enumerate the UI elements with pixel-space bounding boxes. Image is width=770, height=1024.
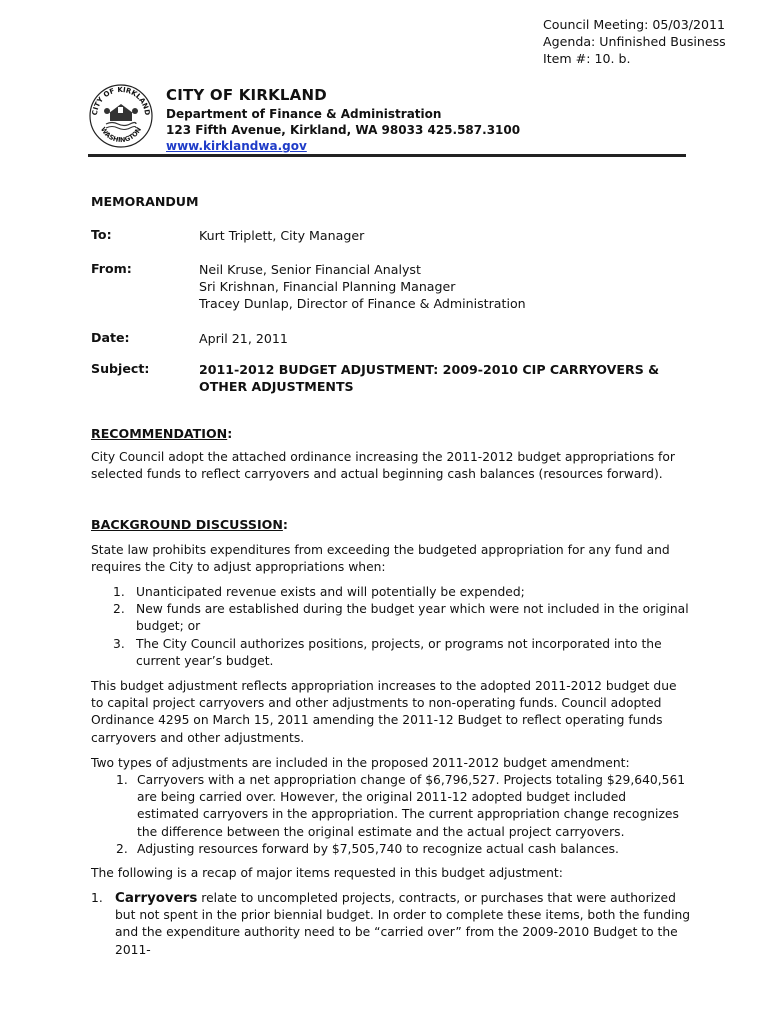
date-value: April 21, 2011: [199, 331, 288, 346]
recommendation-heading: RECOMMENDATION:: [91, 426, 233, 441]
from-person: Tracey Dunlap, Director of Finance & Administration: [199, 296, 526, 311]
conditions-list: [91, 584, 691, 670]
subject-value: 2011-2012 BUDGET ADJUSTMENT: 2009-2010 CIP CARRYOVERS & OTHER ADJUSTMENTS: [199, 362, 660, 394]
carryovers-term: Carryovers: [115, 891, 198, 906]
to-label: To:: [91, 227, 112, 242]
department-block: [166, 106, 520, 154]
list-item: 2. Adjusting resources forward by $7,505,740 to recognize actual cash balances.: [116, 841, 619, 856]
background-intro: State law prohibits expenditures from exceeding the budgeted appropriation for any fund and requires the City to adjust appropriations when:: [91, 543, 670, 575]
background-paragraph-2: This budget adjustment reflects appropriation increases to the adopted 2011-2012 budget due to capital project carryovers and other adjustments to non-operating funds. Council adopted Ordinance 4295 on March 15, 2011 amending the 2011-12 Budget to reflect operating funds carryovers and other adjustments.: [91, 679, 677, 745]
meeting-agenda: Agenda: Unfinished Business: [543, 34, 726, 49]
list-item: 1. Carryovers with a net appropriation change of $6,796,527. Projects totaling $29,640,561 are being carried over. However, the original 2011-12 adopted budget included estimated carryovers in the appropriation. The current appropriation change recognizes the difference between the original estimate and the actual project carryovers.: [116, 773, 686, 839]
from-values: [199, 261, 526, 312]
city-seal-logo: [88, 83, 154, 149]
from-label: From:: [91, 261, 132, 276]
to-value: Kurt Triplett, City Manager: [199, 228, 365, 243]
meeting-date: Council Meeting: 05/03/2011: [543, 17, 725, 32]
meeting-info: [543, 16, 726, 67]
memo-title: MEMORANDUM: [91, 194, 199, 209]
background-paragraph-4: The following is a recap of major items requested in this budget adjustment:: [91, 866, 563, 880]
list-item: 3. The City Council authorizes positions, projects, or programs not incorporated into the current year’s budget.: [113, 636, 662, 668]
website-link[interactable]: www.kirklandwa.gov: [166, 139, 307, 153]
department-address: 123 Fifth Avenue, Kirkland, WA 98033 425.587.3100: [166, 123, 521, 137]
subject-label: Subject:: [91, 361, 150, 376]
adjustment-types-list: [91, 772, 691, 858]
list-item: 2. New funds are established during the budget year which were not included in the original budget; or: [113, 602, 689, 634]
from-person: Neil Kruse, Senior Financial Analyst: [199, 262, 421, 277]
svg-text:WASHINGTON: WASHINGTON: [98, 125, 144, 145]
carryovers-item: 1. Carryovers relate to uncompleted projects, contracts, or purchases that were authorized but not spent in the prior biennial budget. In order to complete these items, both the funding and the expenditure authority need to be “carried over” from the 2009-2010 Budget to the 2011-: [91, 891, 691, 957]
from-person: Sri Krishnan, Financial Planning Manager: [199, 279, 456, 294]
city-name: CITY OF KIRKLAND: [166, 86, 327, 104]
header-divider: [88, 154, 686, 157]
list-item: 1. Unanticipated revenue exists and will potentially be expended;: [113, 585, 525, 599]
department-name: Department of Finance & Administration: [166, 107, 442, 121]
background-heading: BACKGROUND DISCUSSION:: [91, 517, 288, 532]
meeting-item: Item #: 10. b.: [543, 51, 631, 66]
svg-text:CITY OF KIRKLAND: CITY OF KIRKLAND: [90, 85, 152, 116]
background-paragraph-3: Two types of adjustments are included in the proposed 2011-2012 budget amendment:: [91, 756, 630, 770]
date-label: Date:: [91, 330, 130, 345]
recommendation-text: City Council adopt the attached ordinance increasing the 2011-2012 budget appropriations for selected funds to reflect carryovers and actual beginning cash balances (resources forward).: [91, 450, 675, 482]
